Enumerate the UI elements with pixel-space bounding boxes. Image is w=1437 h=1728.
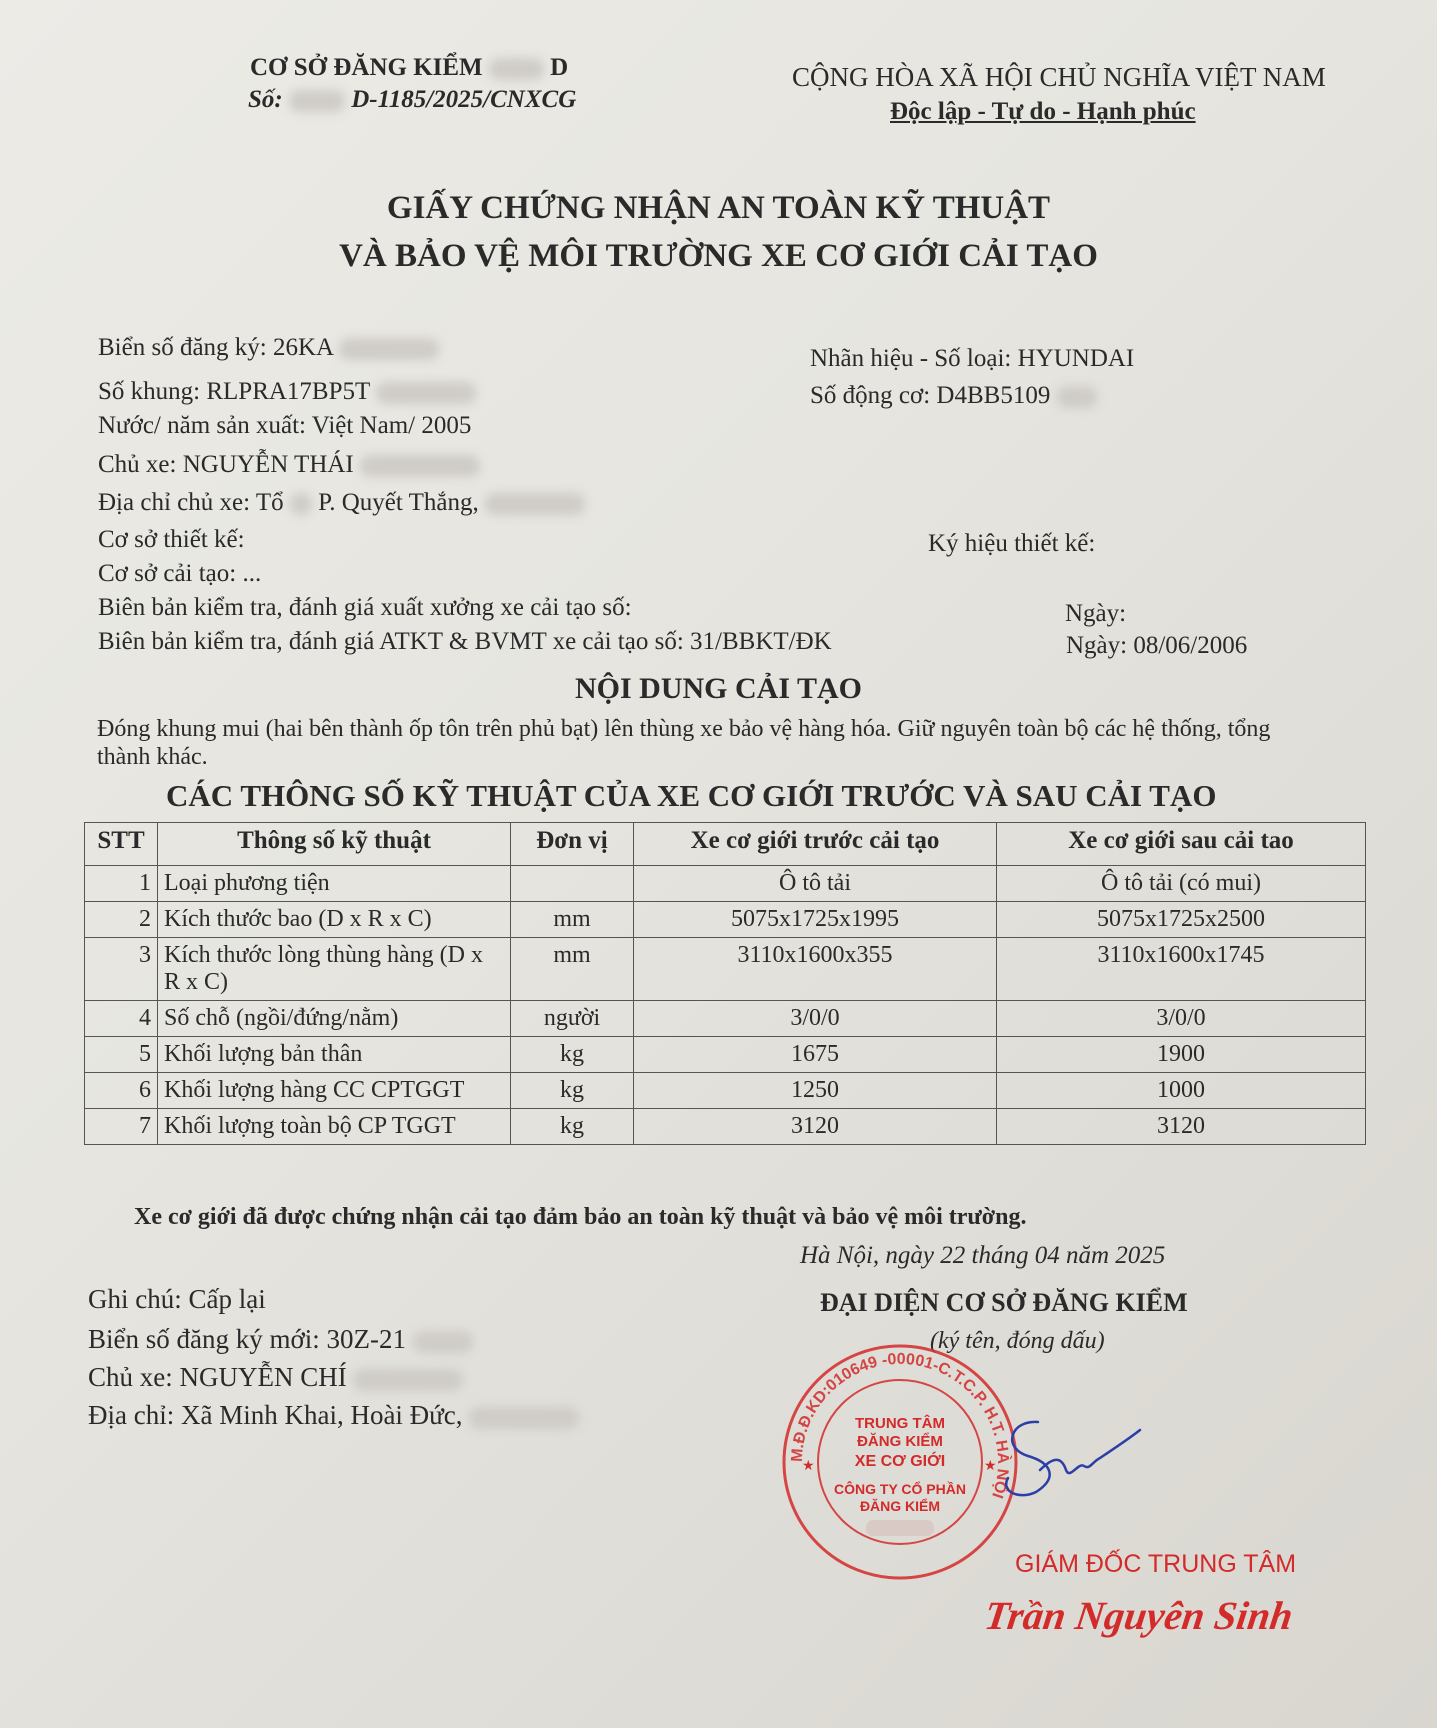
modification-text-1: Đóng khung mui (hai bên thành ốp tôn trên phủ bạt) lên thùng xe bảo vệ hàng hóa. Giữ nguyên toàn bộ các hệ thống, tổng — [97, 716, 1271, 742]
org-header — [250, 54, 568, 82]
redaction — [469, 1407, 579, 1429]
doc-number — [248, 86, 576, 114]
country-name: CỘNG HÒA XÃ HỘI CHỦ NGHĨA VIỆT NAM — [792, 62, 1326, 92]
note-new-owner — [88, 1362, 463, 1393]
col-after: Xe cơ giới sau cải tao — [997, 823, 1366, 866]
table-row — [85, 1073, 1366, 1109]
cell-unit: kg — [511, 1109, 634, 1145]
director-title: GIÁM ĐỐC TRUNG TÂM — [1015, 1550, 1297, 1578]
cell-after: 3/0/0 — [997, 1001, 1366, 1037]
engine-text: Số động cơ: D4BB5109 — [810, 382, 1051, 409]
new-owner-text: Chủ xe: NGUYỄN CHÍ — [88, 1362, 347, 1392]
star-icon: ★ — [802, 1459, 815, 1474]
redaction — [289, 90, 345, 112]
note-new-plate — [88, 1324, 473, 1355]
cell-param: Khối lượng hàng CC CPTGGT — [158, 1073, 511, 1109]
cell-unit: mm — [511, 938, 634, 1001]
cell-before: 1250 — [634, 1073, 997, 1109]
table-row — [85, 1001, 1366, 1037]
redaction — [413, 1331, 473, 1353]
table-header-row — [85, 823, 1366, 866]
cell-stt: 5 — [85, 1037, 158, 1073]
cell-after: 5075x1725x2500 — [997, 902, 1366, 938]
director-name: Trần Nguyên Sinh — [981, 1593, 1296, 1638]
doc-number-value: D-1185/2025/CNXCG — [351, 86, 577, 113]
redaction — [376, 382, 476, 404]
stamp-line-3: XE CƠ GIỚI — [854, 1453, 946, 1470]
org-name: CƠ SỞ ĐĂNG KIỂM — [250, 54, 483, 81]
plate-field — [98, 334, 439, 362]
redaction — [1057, 386, 1097, 408]
col-stt: STT — [85, 823, 158, 866]
certification-text: Xe cơ giới đã được chứng nhận cải tạo đảm bảo an toàn kỹ thuật và bảo vệ môi trường. — [134, 1204, 1027, 1230]
star-icon: ★ — [984, 1459, 997, 1474]
owner-field — [98, 451, 480, 479]
design-code-field: Ký hiệu thiết kế: — [928, 530, 1096, 557]
col-before: Xe cơ giới trước cải tạo — [634, 823, 997, 866]
specs-table — [84, 822, 1366, 1145]
cell-param: Khối lượng toàn bộ CP TGGT — [158, 1109, 511, 1145]
note-new-address — [88, 1400, 579, 1431]
table-row — [85, 866, 1366, 902]
cell-stt: 1 — [85, 866, 158, 902]
cell-unit: kg — [511, 1037, 634, 1073]
new-address-text: Địa chỉ: Xã Minh Khai, Hoài Đức, — [88, 1400, 463, 1430]
cell-stt: 2 — [85, 902, 158, 938]
stamp-line-4: CÔNG TY CỔ PHẦN — [834, 1481, 966, 1497]
cell-after: 1000 — [997, 1073, 1366, 1109]
redaction — [339, 338, 439, 360]
redaction — [360, 455, 480, 477]
origin-field: Nước/ năm sản xuất: Việt Nam/ 2005 — [98, 412, 472, 439]
redaction — [489, 58, 544, 80]
report2-date: Ngày: 08/06/2006 — [1066, 632, 1248, 659]
cell-unit: mm — [511, 902, 634, 938]
modify-facility-field: Cơ sở cải tạo: ... — [98, 560, 262, 587]
redaction — [353, 1369, 463, 1391]
representative-title: ĐẠI DIỆN CƠ SỞ ĐĂNG KIỂM — [820, 1288, 1188, 1317]
signature-instruction: (ký tên, đóng dấu) — [930, 1328, 1105, 1354]
owner-text: Chủ xe: NGUYỄN THÁI — [98, 451, 354, 478]
cell-before: 1675 — [634, 1037, 997, 1073]
cell-stt: 3 — [85, 938, 158, 1001]
cell-param: Số chỗ (ngồi/đứng/nằm) — [158, 1001, 511, 1037]
table-row — [85, 902, 1366, 938]
cell-after: Ô tô tải (có mui) — [997, 866, 1366, 902]
org-suffix: D — [550, 54, 569, 81]
motto: Độc lập - Tự do - Hạnh phúc — [890, 98, 1196, 125]
stamp-line-1: TRUNG TÂM — [855, 1415, 945, 1432]
cell-before: 3/0/0 — [634, 1001, 997, 1037]
report2-field: Biên bản kiểm tra, đánh giá ATKT & BVMT xe cải tạo số: 31/BBKT/ĐK — [98, 628, 832, 655]
cell-param: Loại phương tiện — [158, 866, 511, 902]
address-text: Địa chỉ chủ xe: Tổ — [98, 489, 284, 516]
design-facility-field: Cơ sở thiết kế: — [98, 526, 245, 553]
doc-number-label: Số: — [248, 86, 283, 113]
note-reissue: Ghi chú: Cấp lại — [88, 1284, 266, 1314]
address-field — [98, 489, 585, 517]
engine-field — [810, 382, 1097, 410]
modification-heading: NỘI DUNG CẢI TẠO — [575, 672, 862, 705]
col-unit: Đơn vị — [511, 823, 634, 866]
chassis-field — [98, 378, 476, 406]
new-plate-text: Biển số đăng ký mới: 30Z-21 — [88, 1324, 407, 1354]
cell-param: Khối lượng bản thân — [158, 1037, 511, 1073]
cell-stt: 7 — [85, 1109, 158, 1145]
stamp-line-5: ĐĂNG KIỂM — [859, 1498, 941, 1514]
cell-unit: người — [511, 1001, 634, 1037]
stamp-line-2: ĐĂNG KIỂM — [857, 1433, 943, 1450]
redaction — [485, 493, 585, 515]
table-row — [85, 1109, 1366, 1145]
cell-before: Ô tô tải — [634, 866, 997, 902]
cell-stt: 4 — [85, 1001, 158, 1037]
redaction — [866, 1520, 934, 1536]
cell-before: 5075x1725x1995 — [634, 902, 997, 938]
brand-field: Nhãn hiệu - Số loại: HYUNDAI — [810, 345, 1135, 372]
modification-text-2: thành khác. — [97, 744, 208, 770]
table-row — [85, 938, 1366, 1001]
cell-unit — [511, 866, 634, 902]
report1-field: Biên bản kiểm tra, đánh giá xuất xưởng xe cải tạo số: — [98, 594, 632, 621]
report1-date: Ngày: — [1065, 600, 1127, 627]
specs-heading: CÁC THÔNG SỐ KỸ THUẬT CỦA XE CƠ GIỚI TRƯỚC VÀ SAU CẢI TẠO — [166, 778, 1217, 813]
cell-unit: kg — [511, 1073, 634, 1109]
stamp-ring-text: M.Đ.Đ.KD:010649 -00001-C.T.C.P. H.T. HÀ NỘI — [788, 1350, 1012, 1501]
cell-param: Kích thước lòng thùng hàng (D x R x C) — [158, 938, 511, 1001]
place-date: Hà Nội, ngày 22 tháng 04 năm 2025 — [800, 1242, 1166, 1269]
title-line-2: VÀ BẢO VỆ MÔI TRƯỜNG XE CƠ GIỚI CẢI TẠO — [339, 238, 1098, 274]
chassis-text: Số khung: RLPRA17BP5T — [98, 378, 370, 405]
plate-text: Biển số đăng ký: 26KA — [98, 334, 333, 361]
table-row — [85, 1037, 1366, 1073]
address-rest-text: P. Quyết Thắng, — [318, 489, 479, 516]
col-param: Thông số kỹ thuật — [158, 823, 511, 866]
cell-stt: 6 — [85, 1073, 158, 1109]
cell-param: Kích thước bao (D x R x C) — [158, 902, 511, 938]
cell-before: 3110x1600x355 — [634, 938, 997, 1001]
cell-after: 1900 — [997, 1037, 1366, 1073]
cell-after: 3120 — [997, 1109, 1366, 1145]
cell-after: 3110x1600x1745 — [997, 938, 1366, 1001]
handwritten-signature — [980, 1400, 1150, 1510]
cell-before: 3120 — [634, 1109, 997, 1145]
redaction — [290, 493, 312, 515]
title-line-1: GIẤY CHỨNG NHẬN AN TOÀN KỸ THUẬT — [386, 190, 1051, 226]
